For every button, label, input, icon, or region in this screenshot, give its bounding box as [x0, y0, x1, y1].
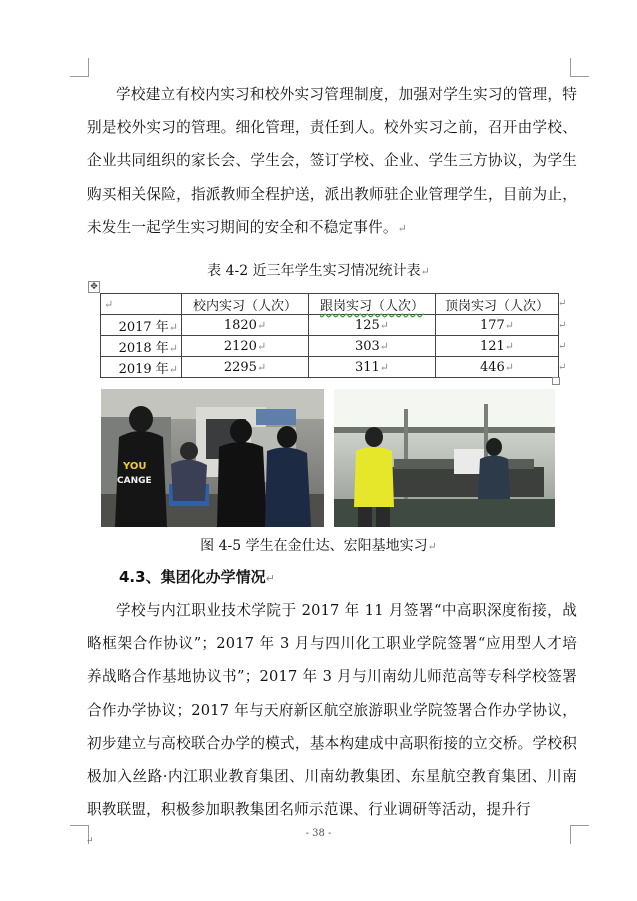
table-header-cell [436, 294, 559, 315]
row-end-mark: ↵ [558, 362, 567, 373]
paragraph-mark: ↵ [168, 362, 178, 376]
paragraph-group-schooling [87, 594, 577, 826]
crop-mark-top-right [570, 58, 589, 77]
paragraph-mark: ↵ [265, 572, 275, 585]
table-header-row [101, 294, 559, 315]
section-heading-text: 4.3、集团化办学情况 [119, 568, 266, 586]
photo-hongyang-workshop [334, 389, 555, 527]
paragraph-mark: ↵ [379, 318, 390, 332]
internal-value: 2120 [223, 338, 257, 354]
internship-stats-table [100, 293, 559, 378]
table-row [101, 315, 559, 336]
table-cell-internal [182, 336, 309, 357]
paragraph-mark: ↵ [504, 360, 515, 374]
table-cell-internal [182, 357, 309, 378]
row-end-mark: ↵ [558, 298, 567, 309]
table-cell-year [101, 336, 182, 357]
header-follow-label: 跟岗实习（人次） [319, 298, 424, 314]
table-cell-post [436, 315, 559, 336]
figure-caption [0, 535, 637, 555]
table-move-handle-icon[interactable]: ✥ [88, 281, 100, 293]
figure-caption-text: 图 4-5 学生在金仕达、宏阳基地实习 [200, 538, 428, 554]
paragraph-mark: ↵ [104, 297, 114, 311]
paragraph-mark: ↵ [256, 318, 267, 332]
table-cell-internal [182, 315, 309, 336]
post-value: 446 [479, 359, 505, 375]
follow-value: 125 [354, 317, 380, 333]
paragraph-mark: ↵ [427, 540, 437, 553]
shirt-text: YOU [123, 461, 147, 472]
header-internal-label: 校内实习（人次） [192, 298, 297, 314]
paragraph-mark: ↵ [504, 318, 515, 332]
table-caption-text: 表 4-2 近三年学生实习情况统计表 [207, 263, 421, 279]
shirt-text: CANGE [117, 476, 152, 486]
paragraph-mark: ↵ [168, 341, 178, 355]
page-number-text: - 38 - [305, 828, 332, 839]
paragraph-mark: ↵ [168, 320, 178, 334]
table-cell-post [436, 336, 559, 357]
table-caption [0, 260, 637, 280]
paragraph-text: 学校建立有校内实习和校外实习管理制度，加强对学生实习的管理，特别是校外实习的管理。细化管理，责任到人。校外实习之前，召开由学校、企业共同组织的家长会、学生会，签订学校、企业、学生三方协议，为学生购买相关保险，指派教师全程护送，派出教师驻企业管理学生，目前为止，未发生一起学生实习期间的安全和不稳定事件。 [87, 86, 577, 236]
table-header-cell [182, 294, 309, 315]
table-cell-follow [309, 336, 436, 357]
section-heading [119, 566, 275, 587]
internal-value: 2295 [223, 359, 257, 375]
table-cell-follow [309, 357, 436, 378]
post-value: 177 [479, 317, 505, 333]
table-cell-year [101, 315, 182, 336]
paragraph-internship-management [87, 78, 577, 245]
paragraph-mark: ↵ [379, 339, 390, 353]
paragraph-mark: ↵ [256, 339, 267, 353]
year-label: 2017 年 [118, 319, 169, 335]
paragraph-mark: ↵ [379, 360, 390, 374]
year-label: 2019 年 [118, 361, 169, 377]
table-row [101, 336, 559, 357]
table-cell-post [436, 357, 559, 378]
paragraph-mark: ↵ [397, 221, 408, 235]
page-number [0, 828, 637, 839]
follow-value: 311 [354, 359, 380, 375]
paragraph-text: 学校与内江职业技术学院于 2017 年 11 月签署“中高职深度衔接，战略框架合作协议”；2017 年 3 月与四川化工职业学院签署“应用型人才培养战略合作基地协议书”；2017 年 3 月与川南幼儿师范高等专科学校签署合作办学协议；2017 年与天府新区航空旅游职业学院签署合作办学协议，初步建立与高校联合办学的模式，基本构建成中高职衔接的立交桥。学校积极加入丝路·内江职业教育集团、川南幼教集团、东星航空教育集团、川南职教联盟，积极参加职教集团名师示范课、行业调研等活动，提升行 [87, 602, 577, 819]
table-cell-year [101, 357, 182, 378]
year-label: 2018 年 [118, 340, 169, 356]
paragraph-mark: ↵ [256, 360, 267, 374]
table-resize-handle[interactable] [552, 377, 560, 385]
table-header-cell [309, 294, 436, 315]
paragraph-mark: ↵ [86, 836, 94, 846]
internal-value: 1820 [223, 317, 257, 333]
post-value: 121 [479, 338, 505, 354]
row-end-mark: ↵ [558, 341, 567, 352]
table-row [101, 357, 559, 378]
table-cell-follow [309, 315, 436, 336]
table-header-cell [101, 294, 182, 315]
follow-value: 303 [354, 338, 380, 354]
photo-jinshida-workshop [101, 389, 324, 527]
header-post-label: 顶岗实习（人次） [444, 298, 549, 314]
row-end-mark: ↵ [558, 320, 567, 331]
crop-mark-top-left [70, 58, 89, 77]
paragraph-mark: ↵ [420, 265, 430, 278]
paragraph-mark: ↵ [504, 339, 515, 353]
